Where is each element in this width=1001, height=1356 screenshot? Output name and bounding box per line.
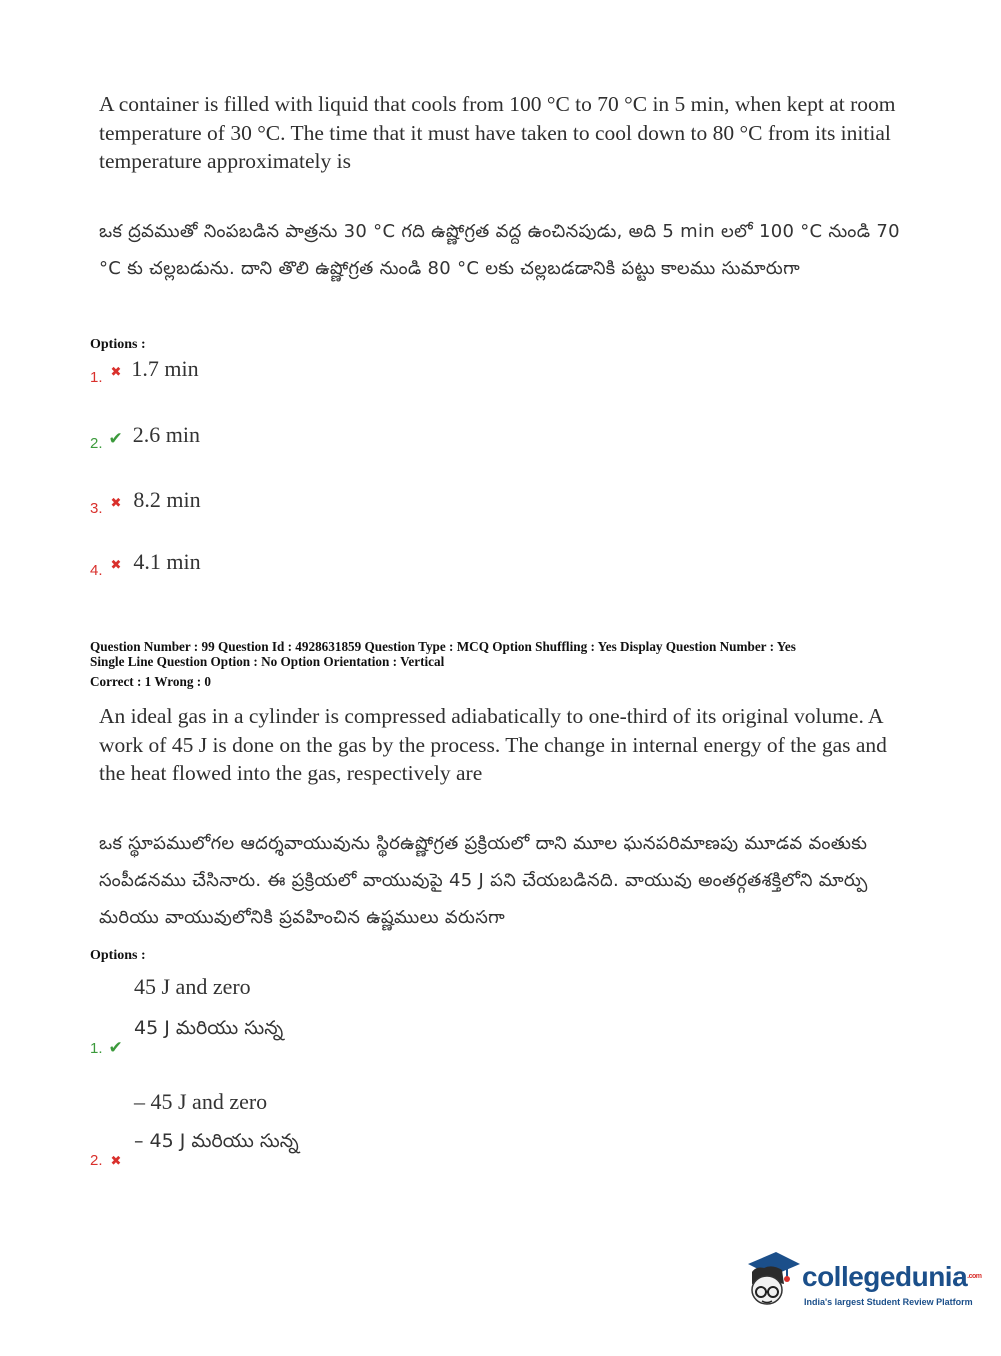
question-99-text-te: ఒక స్థూపములోగల ఆదర్శవాయువును స్థిరఉష్ణోగ్రత ప్రక్రియలో దాని మూల ఘనపరిమాణపు మూడవ వంతుకు సంపీడనము చేసినారు. ఈ ప్రక్రియలో వాయువుపై 45 J పని చేయబడినది. వాయువు అంతర్గతశక్తిలోని మార్పు మరియు వాయువులోనికి ప్రవహించిన ఉష్ణములు వరుసగా bbox=[99, 833, 868, 928]
question-98-text-te: ఒక ద్రవముతో నింపబడిన పాత్రను 30 °C గది ఉష్ణోగ్రత వద్ద ఉంచినపుడు, అది 5 min లలో 100 °C నుండి 70 °C కు చల్లబడును. దాని తొలి ఉష్ణోగ్రత నుండి 80 °C లకు చల్లబడడానికి పట్టు కాలము సుమారుగా bbox=[99, 221, 900, 279]
logo-tld: .com bbox=[967, 1273, 982, 1280]
option-number: 3. bbox=[90, 500, 103, 517]
question-score-line: Correct : 1 Wrong : 0 bbox=[90, 674, 211, 689]
option-row bbox=[90, 487, 201, 519]
option-row bbox=[90, 356, 199, 388]
option-text: 2.6 min bbox=[132, 422, 200, 447]
wrong-mark-icon: ✖ bbox=[110, 365, 122, 380]
option-number: 4. bbox=[90, 562, 103, 579]
option-text: 1.7 min bbox=[131, 356, 199, 381]
logo-tagline: India's largest Student Review Platform bbox=[804, 1297, 973, 1307]
option-text-en: 45 J and zero bbox=[134, 974, 251, 999]
question-98-text-en: A container is filled with liquid that cools from 100 °C to 70 °C in 5 min, when kept at room temperature of 30 °C. The time that it must have taken to cool down to 80 °C from its initial temperature approximately is bbox=[99, 92, 896, 173]
question-meta-line: Single Line Question Option : No Option Orientation : Vertical bbox=[90, 654, 445, 669]
option-number: 2. bbox=[90, 435, 103, 452]
graduate-mascot-icon bbox=[742, 1250, 802, 1310]
option-number: 1. bbox=[90, 369, 103, 386]
option-number: 2. bbox=[90, 1152, 103, 1169]
option-marker bbox=[90, 1038, 123, 1058]
option-row bbox=[90, 422, 200, 454]
question-meta-line: Question Number : 99 Question Id : 4928631859 Question Type : MCQ Option Shuffling : Yes Display Question Number : Yes bbox=[90, 639, 796, 654]
logo-wordmark: collegedunia bbox=[802, 1261, 968, 1292]
wrong-mark-icon: ✖ bbox=[110, 1154, 122, 1169]
option-text-te: 45 J మరియు సున్న bbox=[134, 1017, 284, 1039]
option-row bbox=[90, 549, 201, 581]
option-number: 1. bbox=[90, 1040, 103, 1057]
option-text: 4.1 min bbox=[133, 549, 201, 574]
option-text-en: – 45 J and zero bbox=[134, 1089, 268, 1114]
options-label: Options : bbox=[90, 948, 146, 963]
correct-mark-icon: ✔ bbox=[108, 1038, 123, 1058]
option-text: 8.2 min bbox=[133, 487, 201, 512]
collegedunia-logo bbox=[742, 1250, 982, 1320]
option-marker bbox=[90, 1152, 121, 1170]
correct-mark-icon: ✔ bbox=[108, 429, 123, 449]
wrong-mark-icon: ✖ bbox=[110, 558, 122, 573]
question-99-text-en: An ideal gas in a cylinder is compressed adiabatically to one-third of its original volume. A work of 45 J is done on the gas by the process. The change in internal energy of the gas and the heat flowed into the gas, respectively are bbox=[99, 704, 887, 785]
options-label: Options : bbox=[90, 337, 146, 352]
wrong-mark-icon: ✖ bbox=[110, 496, 122, 511]
option-text-te: – 45 J మరియు సున్న bbox=[134, 1130, 299, 1152]
